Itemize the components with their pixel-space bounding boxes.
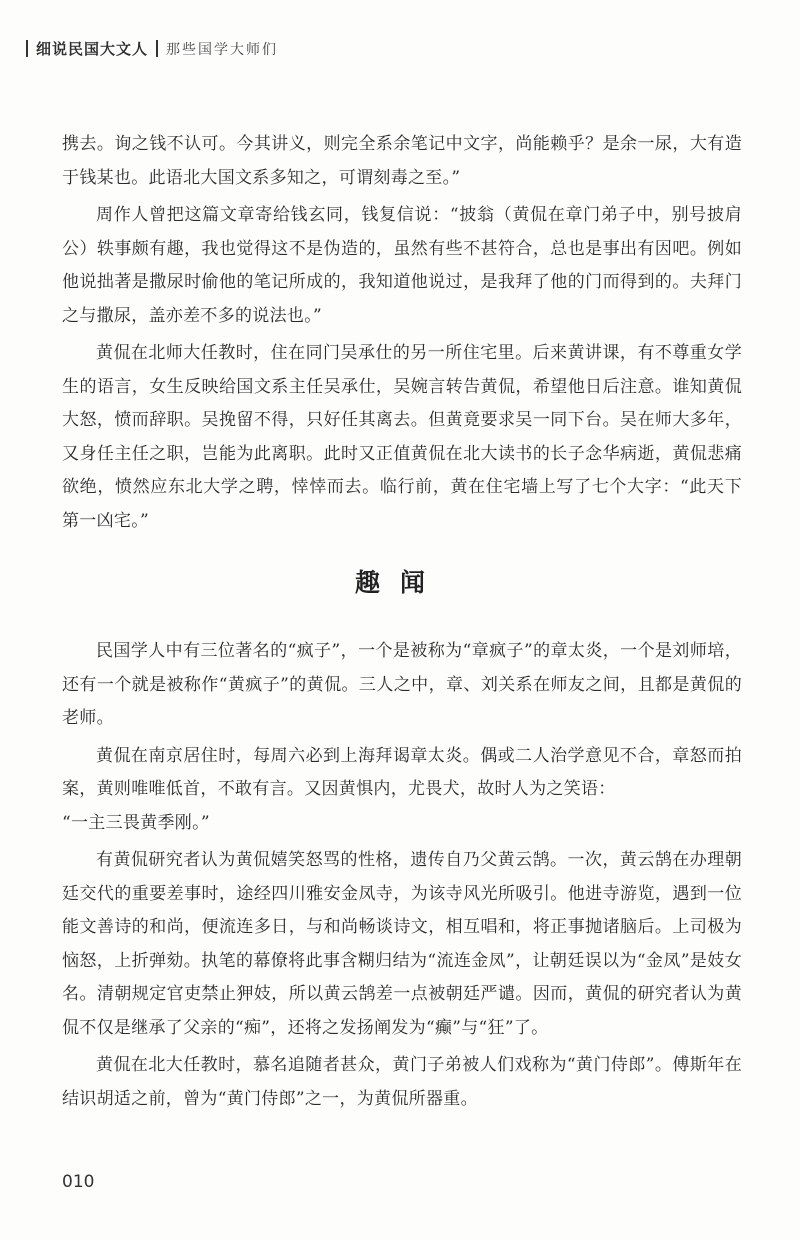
section-body (62, 635, 742, 1116)
paragraph: 黄侃在北师大任教时，住在同门吴承仕的另一所住宅里。后来黄讲课，有不尊重女学生的语言，女生反映给国文系主任吴承仕，吴婉言转告黄侃，希望他日后注意。谁知黄侃大怒，愤而辞职。吴挽留不得，只好任其离去。但黄竟要求吴一同下台。吴在师大多年，又身任主任之职，岂能为此离职。此时又正值黄侃在北大读书的长子念华病逝，黄侃悲痛欲绝，愤然应东北大学之聘，悻悻而去。临行前，黄在住宅墙上写了七个大字：“此天下第一凶宅。” (62, 343, 742, 531)
header-divider (156, 40, 158, 57)
paragraph: 民国学人中有三位著名的“疯子”，一个是被称为“章疯子”的章太炎，一个是刘师培，还有一个就是被称作“黄疯子”的黄侃。三人之中，章、刘关系在师友之间，且都是黄侃的老师。 (62, 641, 742, 728)
paragraph: 黄侃在南京居住时，每周六必到上海拜谒章太炎。偶或二人治学意见不合，章怒而拍案，黄则唯唯低首，不敢有言。又因黄惧内，尤畏犬，故时人为之笑语： (62, 745, 742, 799)
paragraph: “一主三畏黄季刚。” (62, 812, 210, 833)
paragraph: 周作人曾把这篇文章寄给钱玄同，钱复信说：“披翁（黄侃在章门弟子中，别号披肩公）轶事颇有趣，我也觉得这不是伪造的，虽然有些不甚符合，总也是事出有因吧。例如他说拙著是撒尿时偷他的笔记所成的，我知道他说过，是我拜了他的门而得到的。夫拜门之与撒尿，盖亦差不多的说法也。” (62, 205, 742, 326)
book-title: 细说民国大文人 (36, 40, 149, 58)
paragraph: 携去。询之钱不认可。今其讲义，则完全系余笔记中文字，尚能赖乎？是余一尿，大有造于钱某也。此语北大国文系多知之，可谓刻毒之至。” (62, 134, 742, 188)
page-number: 010 (62, 1172, 95, 1192)
running-header (18, 38, 278, 59)
series-title: 那些国学大师们 (166, 41, 279, 58)
body-text (62, 128, 742, 538)
section-heading: 趣闻 (354, 568, 445, 597)
paragraph: 有黄侃研究者认为黄侃嬉笑怒骂的性格，遗传自乃父黄云鹄。一次，黄云鹄在办理朝廷交代的重要差事时，途经四川雅安金凤寺，为该寺风光所吸引。他进寺游览，遇到一位能文善诗的和尚，便流连多日，与和尚畅谈诗文，相互唱和，将正事抛诸脑后。上司极为恼怒，上折弹劾。执笔的幕僚将此事含糊归结为“流连金凤”，让朝廷误以为“金凤”是妓女名。清朝规定官吏禁止狎妓，所以黄云鹄差一点被朝廷严谴。因而，黄侃的研究者认为黄侃不仅是继承了父亲的“痴”，还将之发扬阐发为“癫”与“狂”了。 (62, 850, 742, 1038)
paragraph: 黄侃在北大任教时，慕名追随者甚众，黄门子弟被人们戏称为“黄门侍郎”。傅斯年在结识胡适之前，曾为“黄门侍郎”之一，为黄侃所器重。 (62, 1055, 742, 1109)
header-divider (26, 40, 28, 57)
